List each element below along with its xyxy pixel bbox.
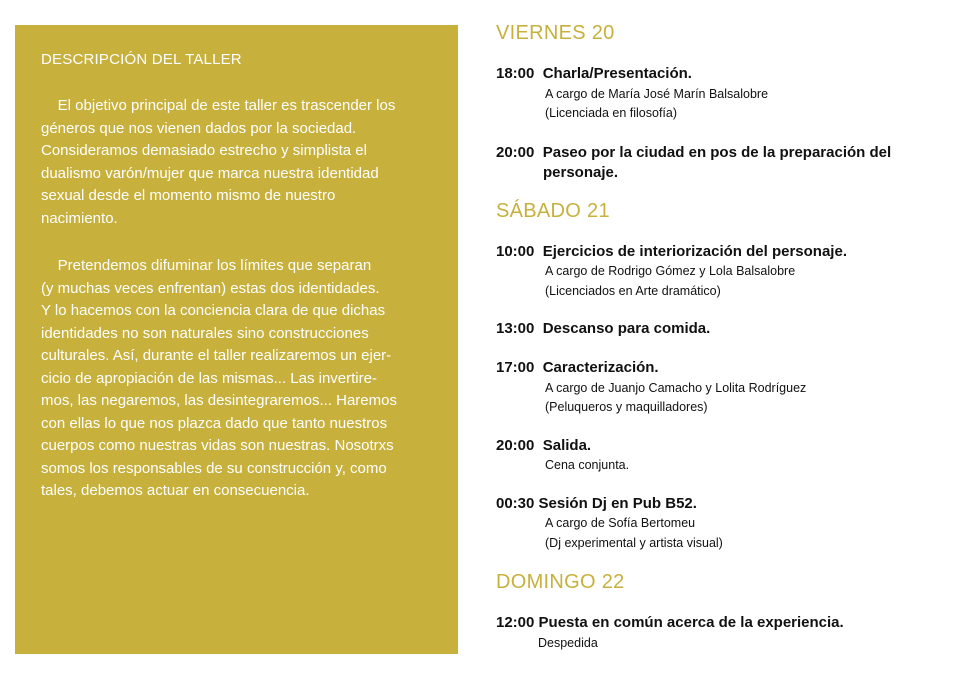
text-line: mos, las negaremos, las desintegraremos... Haremos (41, 392, 397, 409)
event-title: Puesta en común acerca de la experiencia. (538, 614, 844, 631)
day-title-sabado: SÁBADO 21 (496, 200, 610, 222)
text-line: sexual desde el momento mismo de nuestro (41, 187, 336, 204)
event-domingo-1200 (496, 614, 844, 631)
text-line: dualismo varón/mujer que marca nuestra identidad (41, 164, 379, 182)
description-paragraph-1 (41, 95, 441, 230)
event-time: 18:00 (496, 65, 535, 82)
event-time: 20:00 (496, 144, 535, 161)
event-sabado-1700 (496, 359, 659, 376)
event-time: 10:00 (496, 243, 535, 260)
text-line: géneros que nos vienen dados por la sociedad. (41, 119, 357, 137)
text-line: Y lo hacemos con la conciencia clara de que dichas (41, 302, 386, 319)
description-panel (15, 25, 458, 654)
event-title: Salida. (542, 437, 592, 454)
text-line: identidades no son naturales sino construcciones (41, 324, 369, 342)
text-line: somos los responsables de su construcción y, como (41, 459, 387, 477)
event-title: Caracterización. (542, 359, 659, 376)
day-title-viernes: VIERNES 20 (496, 22, 615, 44)
event-sabado-1000 (496, 243, 847, 260)
description-paragraph-2 (41, 255, 441, 503)
text-line: tales, debemos actuar en consecuencia. (41, 482, 310, 499)
event-time: 17:00 (496, 359, 535, 376)
event-time: 12:00 (496, 614, 535, 631)
event-viernes-2000 (496, 143, 891, 183)
text-line: Consideramos demasiado estrecho y simplista el (41, 142, 367, 159)
event-sabado-2000 (496, 437, 591, 454)
event-time: 20:00 (496, 437, 535, 454)
text-line: El objetivo principal de este taller es trascender los (41, 97, 396, 114)
text-line: nacimiento. (41, 209, 118, 227)
event-subtitle: A cargo de María José Marín Balsalobre (545, 87, 769, 101)
event-viernes-1800 (496, 65, 692, 82)
event-title: Charla/Presentación. (542, 65, 692, 82)
event-subtitle: A cargo de Juanjo Camacho y Lolita Rodríguez (545, 381, 807, 395)
event-title: Descanso para comida. (542, 320, 711, 337)
event-sabado-0030 (496, 495, 697, 512)
event-subtitle: (Licenciados en Arte dramático) (545, 284, 721, 298)
event-subtitle: Cena conjunta. (545, 458, 630, 472)
text-line: con ellas lo que nos plazca dado que tanto nuestros (41, 414, 388, 432)
event-time: 13:00 (496, 320, 535, 337)
text-line: cicio de apropiación de las mismas... Las invertire- (41, 369, 377, 387)
event-title: Sesión Dj en Pub B52. (538, 495, 697, 512)
event-subtitle: (Peluqueros y maquilladores) (545, 400, 708, 414)
text-line: (y muchas veces enfrentan) estas dos identidades. (41, 279, 380, 297)
text-line: culturales. Así, durante el taller realizaremos un ejer- (41, 347, 392, 364)
day-title-domingo: DOMINGO 22 (496, 571, 625, 593)
event-title-continued: personaje. (543, 164, 619, 181)
event-time: 00:30 (496, 495, 535, 512)
event-title: Ejercicios de interiorización del personaje. (542, 243, 847, 260)
schedule-panel (496, 0, 946, 678)
event-subtitle: A cargo de Sofía Bertomeu (545, 516, 696, 530)
event-subtitle: (Dj experimental y artista visual) (545, 536, 723, 550)
event-subtitle: Despedida (538, 636, 598, 650)
event-sabado-1300 (496, 320, 710, 337)
description-title: DESCRIPCIÓN DEL TALLER (41, 51, 242, 68)
event-subtitle: A cargo de Rodrigo Gómez y Lola Balsalobre (545, 264, 796, 278)
event-title: Paseo por la ciudad en pos de la preparación del (542, 144, 892, 161)
event-subtitle: (Licenciada en filosofía) (545, 106, 678, 120)
text-line: cuerpos como nuestras vidas son nuestras. Nosotrxs (41, 437, 394, 454)
text-line: Pretendemos difuminar los límites que separan (41, 257, 372, 274)
